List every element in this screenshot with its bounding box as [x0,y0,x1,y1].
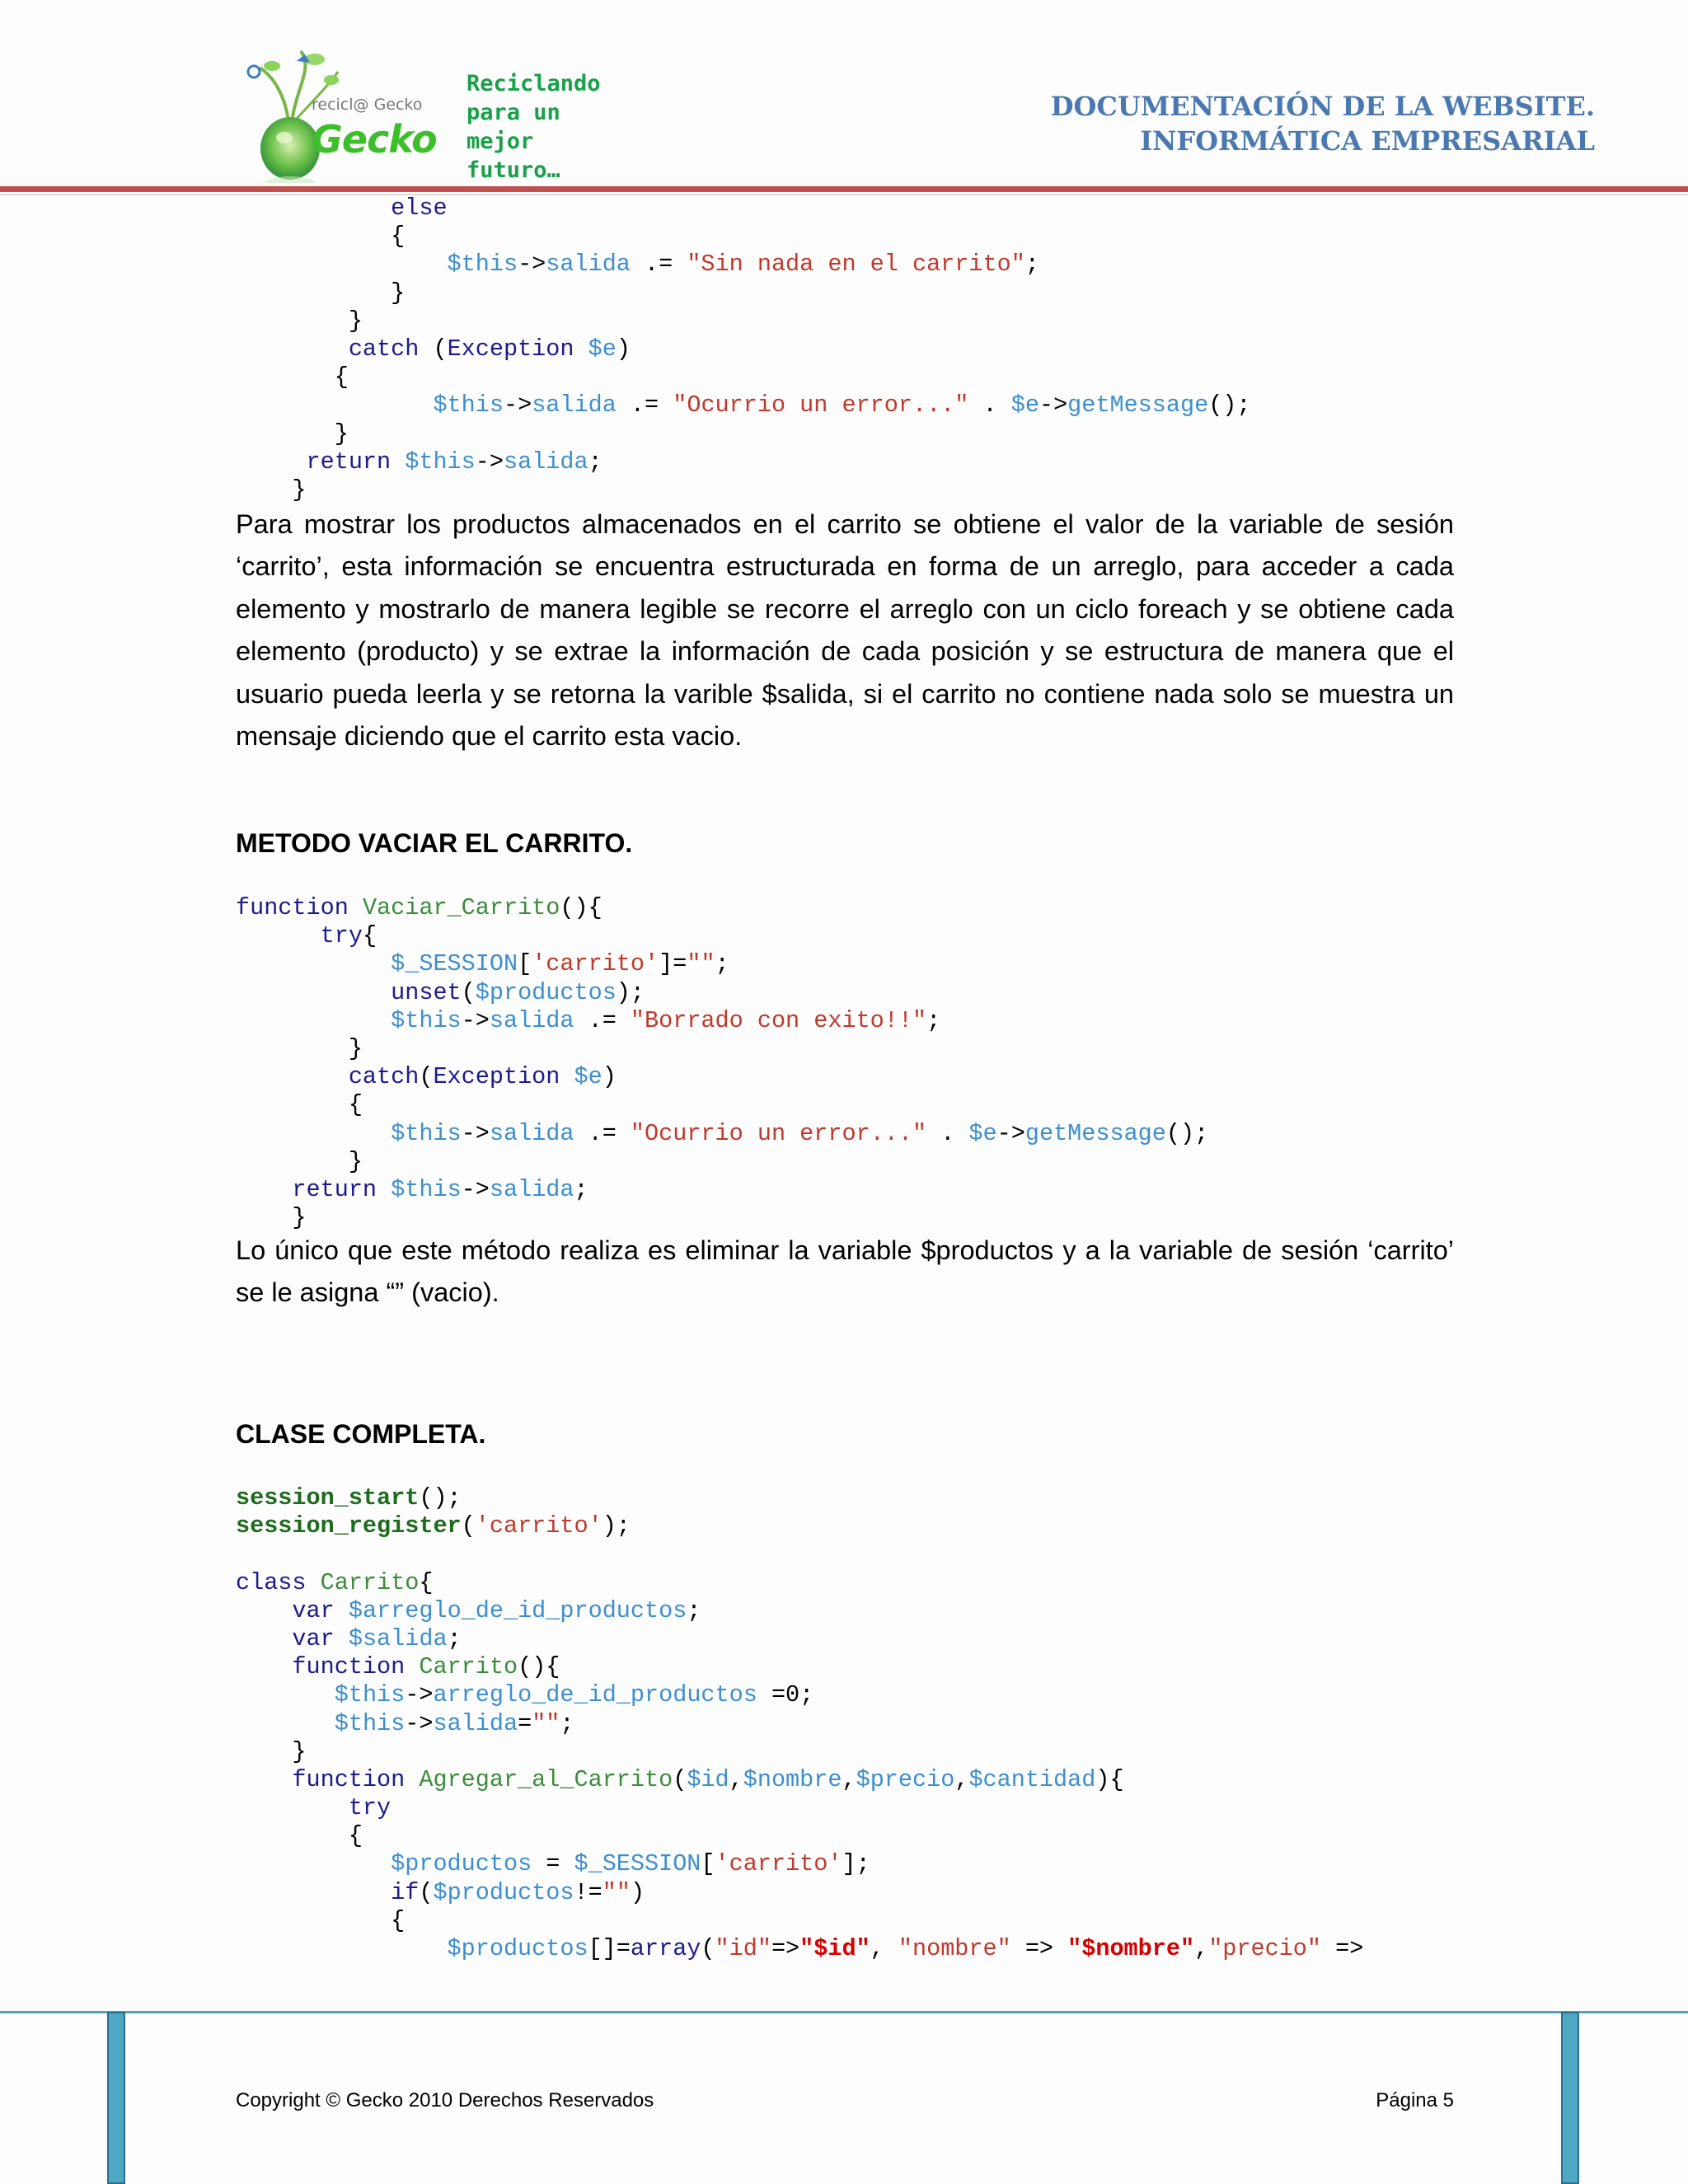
code-line: try [348,1794,392,1822]
code-line: else [391,194,448,222]
code-line: { [236,1822,363,1850]
code-line: session_register('carrito'); [236,1512,631,1540]
code-block-clase-completa [236,1484,1363,1963]
code-line: function Carrito(){ [292,1653,560,1681]
code-line [236,1540,1363,1568]
tagline-line: Reciclando [467,71,601,96]
heading-vaciar-carrito: METODO VACIAR EL CARRITO. [236,828,633,858]
code-line: } [236,1147,363,1175]
code-line: { [236,363,349,391]
code-line: { [236,223,406,251]
code-line: { [236,1906,406,1934]
footer-right-bar [1561,2012,1579,2184]
code-line: $this->salida=""; [334,1709,574,1737]
code-line: return $this->salida; [306,448,603,476]
document-title-line2: INFORMÁTICA EMPRESARIAL [1140,125,1595,157]
code-line: class Carrito{ [236,1568,434,1596]
code-line: return $this->salida; [292,1175,588,1203]
code-block-vaciar-carrito [236,894,1208,1232]
code-line: session_start(); [236,1484,462,1511]
code-line: $this->arreglo_de_id_productos =0; [334,1681,814,1709]
code-line: unset($productos); [391,978,645,1006]
code-line: } [236,1737,307,1765]
code-line: $this->salida .= "Borrado con exito!!"; [391,1006,941,1034]
code-line: var $salida; [292,1624,462,1652]
code-line: } [236,476,307,504]
code-line: $productos[]=array("id"=>"$id", "nombre" => "$nombre","precio" => [447,1935,1364,1962]
code-line: } [236,1034,363,1062]
document-title-line1: DOCUMENTACIÓN DE LA WEBSITE. [1050,91,1595,122]
code-line: $productos = $_SESSION['carrito']; [391,1850,870,1878]
tagline-line: futuro… [467,157,560,183]
heading-clase-completa: CLASE COMPLETA. [236,1419,486,1449]
logo-text: recicl@ Gecko [312,96,423,114]
header-divider [0,186,1688,192]
tagline [467,69,601,185]
footer-copyright: Copyright © Gecko 2010 Derechos Reservados [236,2089,654,2111]
footer-left-bar [107,2012,125,2184]
code-line: { [236,1091,363,1119]
paragraph-vaciar-carrito: Lo único que este método realiza es eliminar la variable $productos y a la variable de sesión ‘carrito’ se le asigna “” (vacio). [236,1235,1454,1308]
logo-wordmark: Gecko [312,117,437,162]
code-line: function Agregar_al_Carrito($id,$nombre,$precio,$cantidad){ [292,1765,1124,1793]
code-line: } [236,1204,307,1232]
paragraph-mostrar-carrito: Para mostrar los productos almacenados en el carrito se obtiene el valor de la variable de sesión ‘carrito’, esta información se encuentra estructurada en forma de un arreglo, para acceder a cada elemento y mostrarlo de manera legible se recorre el arreglo con un ciclo foreach y se obtiene cada elemento (producto) y se extrae la información de cada posición y se estructura de manera que el usuario pueda leerla y se retorna la varible $salida, si el carrito no contiene nada solo se muestra un mensaje diciendo que el carrito esta vacio. [236,509,1454,752]
code-line: function Vaciar_Carrito(){ [236,894,603,921]
footer-page-number: Página 5 [1376,2089,1454,2111]
code-line: $this->salida .= "Sin nada en el carrito"; [447,251,1039,279]
document-title [1051,89,1595,158]
code-line: catch (Exception $e) [348,335,631,363]
code-line: try{ [320,922,377,950]
code-line: } [236,279,406,307]
code-line: var $arreglo_de_id_productos; [292,1596,701,1624]
code-line: $this->salida .= "Ocurrio un error..." . $e->getMessage(); [433,391,1251,419]
code-line: } [236,419,349,448]
tagline-line: mejor [467,129,534,154]
tagline-line: para un [467,100,560,125]
footer-divider [0,2011,1688,2013]
code-block-mostrar-carrito [236,194,1251,504]
code-line: } [236,307,363,335]
code-line: $_SESSION['carrito']=""; [391,950,729,978]
code-line: catch(Exception $e) [348,1063,617,1091]
code-line: $this->salida .= "Ocurrio un error..." . $e->getMessage(); [391,1119,1209,1147]
code-line: if($productos!="") [391,1878,645,1906]
